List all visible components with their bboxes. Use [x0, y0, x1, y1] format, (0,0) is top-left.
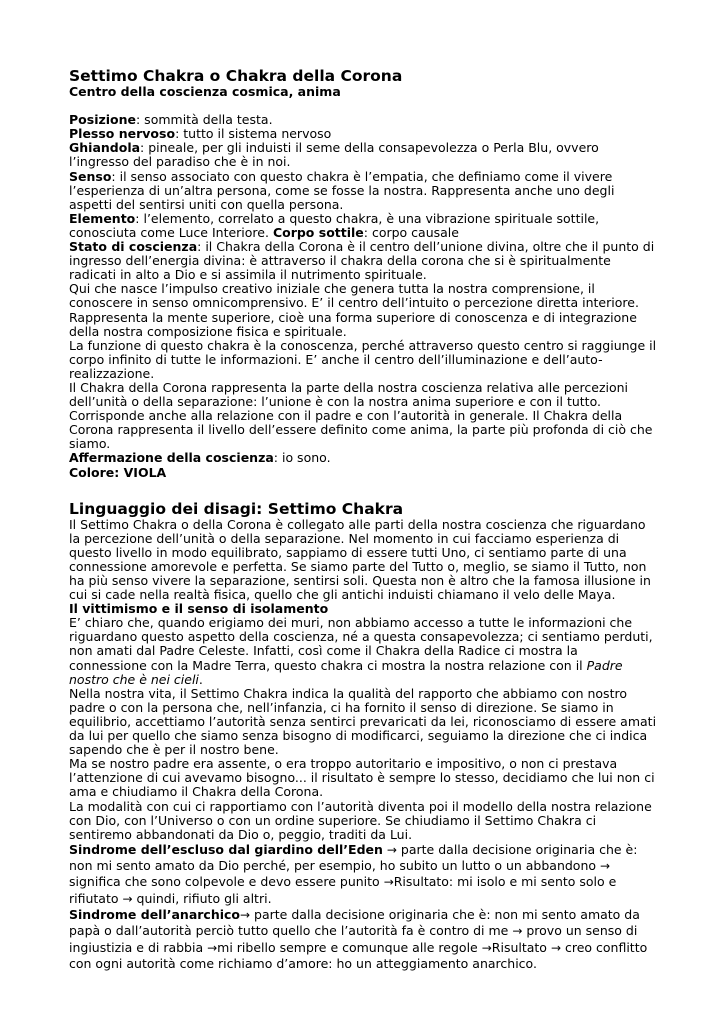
paragraph-vita: Nella nostra vita, il Settimo Chakra indica la qualità del rapporto che abbiamo con nostro padre o con la persona che, nell’infanzia, ci ha fornito il senso di direzione. Se siamo in equilibrio, accettiamo l’autorità senza sentirci prevaricati da lei, riconosciamo di essere amati da lui per quello che siamo senza bisogno di modificarci, seguiamo la direzione che ci indica sapendo che è per il nostro bene. [69, 685, 657, 758]
plesso-line [69, 127, 659, 141]
colore-line [69, 466, 659, 480]
paragraph-muri-end: . [198, 671, 203, 687]
document-page [69, 68, 659, 972]
colore-text: Colore: VIOLA [69, 464, 167, 480]
corpo-sottile-text: : corpo causale [363, 224, 459, 240]
arrow-icon: → [550, 940, 561, 955]
sindrome-escluso-t2: significa che sono colpevole e devo essere punito [69, 874, 384, 890]
sindrome-escluso-label: Sindrome dell’escluso dal giardino dell’Eden [69, 841, 383, 857]
ghiandola-label: Ghiandola [69, 140, 141, 156]
sindrome-anarchico [69, 907, 659, 972]
stato-line [69, 240, 659, 282]
page-title: Settimo Chakra o Chakra della Corona [69, 67, 403, 85]
ghiandola-text: : pineale, per gli induisti il seme della consapevolezza o Perla Blu, ovvero l’ingresso del paradiso che è in noi. [69, 140, 599, 170]
affermazione-line [69, 451, 659, 465]
affermazione-label: Affermazione della coscienza [69, 450, 274, 466]
posizione-label: Posizione [69, 112, 136, 128]
senso-line [69, 170, 659, 212]
paragraph-autorita: La modalità con cui ci rapportiamo con l’autorità diventa poi il modello della nostra relazione con Dio, con l’Universo o con un ordine superiore. Se chiudiamo il Settimo Chakra ci sentiremo abbandonati da Dio o, peggio, traditi da Lui. [69, 798, 652, 842]
section-title-disagi: Linguaggio dei disagi: Settimo Chakra [69, 499, 404, 518]
stato-text: : il Chakra della Corona è il centro dell’unione divina, oltre che il punto di ingresso dell’energia divina: è attraverso il chakra della corona che si è spiritualmente radicati in alto a Dio e si assimila il nutrimento spirituale. [69, 239, 655, 283]
arrow-icon: → [600, 859, 611, 874]
senso-label: Senso [69, 168, 112, 184]
sindrome-escluso-t3: Risultato: mi isolo e mi sento solo e rifiutato [69, 874, 617, 906]
corpo-sottile-label: Corpo sottile [272, 224, 364, 240]
paragraph-funzione: La funzione di questo chakra è la conoscenza, perché attraverso questo centro si raggiunge il corpo infinito di tutte le informazioni. E’ anche il centro dell’illuminazione e dell’auto-realizzazione. [69, 337, 657, 381]
elemento-text: : l’elemento, correlato a questo chakra, è una vibrazione spirituale sottile, conosciuta come Luce Interiore. [69, 210, 600, 240]
sindrome-escluso-t4: quindi, rifiuto gli altri. [132, 890, 272, 906]
sindrome-escluso-t1: parte dalla decisione originaria che è: non mi sento amato da Dio perché, per esempio, ho subito un lutto o un abbandono [69, 841, 638, 874]
arrow-icon: → [481, 940, 492, 955]
vittimismo-title: Il vittimismo e il senso di isolamento [69, 601, 329, 617]
elemento-label: Elemento [69, 210, 136, 226]
posizione-text: : sommità della testa. [136, 112, 273, 128]
sindrome-anarchico-t5: creo conflitto con ogni autorità come richiamo d’amore: ho un atteggiamento anarchico. [69, 939, 648, 971]
sindrome-anarchico-t3: mi ribello sempre e comunque alle regole [217, 939, 482, 955]
padre-nostro-italic: Padre nostro che è nei cieli [69, 657, 623, 687]
paragraph-muri [69, 616, 659, 686]
page-subtitle: Centro della coscienza cosmica, anima [69, 84, 341, 99]
elemento-line [69, 212, 659, 240]
paragraph-collegato: Il Settimo Chakra o della Corona è collegato alle parti della nostra coscienza che riguardano la percezione dell’unità o della separazione. Nel momento in cui facciamo esperienza di questo livello in modo equilibrato, sappiamo di essere tutti Uno, ci sentiamo parte di una connessione amorevole e perfetta. Se siamo parte del Tutto o, meglio, se siamo il Tutto, non ha più senso vivere la separazione, sentirsi soli. Questa non è altro che la famosa illusione in cui si cade nella realtà fisica, quello che gli antichi induisti chiamano il velo delle Maya. [69, 516, 651, 603]
paragraph-padre-assente: Ma se nostro padre era assente, o era troppo autoritario e impositivo, o non ci prestava l’attenzione di cui avevamo bisogno... il risultato è sempre lo stesso, decidiamo che lui non ci ama e chiudiamo il Chakra della Corona. [69, 756, 655, 800]
arrow-icon: → [386, 842, 397, 857]
paragraph-muri-text: E’ chiaro che, quando erigiamo dei muri, non abbiamo accesso a tutte le informazioni che riguardano questo aspetto della coscienza, né a questa consapevolezza; ci sentiamo perduti, non amati dal Padre Celeste. Infatti, così come il Chakra della Radice ci mostra la connessione con la Madre Terra, questo chakra ci mostra la nostra relazione con il [69, 615, 653, 673]
plesso-label: Plesso nervoso [69, 126, 176, 142]
sindrome-anarchico-t1: parte dalla decisione originaria che è: non mi sento amato da papà o dall’autorità perciò tutto quello che l’autorità fa è contro di me [69, 906, 640, 939]
sindrome-anarchico-label: Sindrome dell’anarchico [69, 906, 241, 922]
sindrome-anarchico-t4: Risultato [491, 939, 551, 955]
arrow-icon: → [383, 875, 394, 890]
ghiandola-line [69, 141, 659, 169]
paragraph-rappresenta: Il Chakra della Corona rappresenta la parte della nostra coscienza relativa alle percezioni dell’unità o della separazione: l’unione è con la nostra anima superiore e con il tutto. Corrisponde anche alla relazione con il padre e con l’autorità in generale. Il Chakra della Corona rappresenta il livello dell’essere definito come anima, la parte più profonda di ciò che siamo. [69, 379, 653, 452]
affermazione-text: : io sono. [273, 450, 331, 466]
paragraph-impulso: Qui che nasce l’impulso creativo iniziale che genera tutta la nostra comprensione, il conoscere in senso omnicomprensivo. E’ il centro dell’intuito o percezione diretta interiore. Rappresenta la mente superiore, cioè una forma superiore di conoscenza e di integrazione della nostra composizione fisica e spirituale. [69, 281, 639, 339]
vittimismo-heading [69, 602, 659, 616]
plesso-text: : tutto il sistema nervoso [175, 126, 332, 142]
arrow-icon: → [122, 891, 133, 906]
arrow-icon: → [512, 924, 523, 939]
senso-text: : il senso associato con questo chakra è l’empatia, che definiamo come il vivere l’esperienza di un’altra persona, come se fosse la nostra. Rappresenta anche uno degli aspetti del sentirsi uniti con quella persona. [69, 168, 615, 212]
arrow-icon: → [207, 940, 218, 955]
sindrome-escluso [69, 842, 659, 907]
sindrome-anarchico-t2: provo un senso di ingiustizia e di rabbia [69, 923, 638, 955]
posizione-line [69, 113, 659, 127]
arrow-icon: → [240, 907, 251, 922]
stato-label: Stato di coscienza [69, 239, 198, 255]
